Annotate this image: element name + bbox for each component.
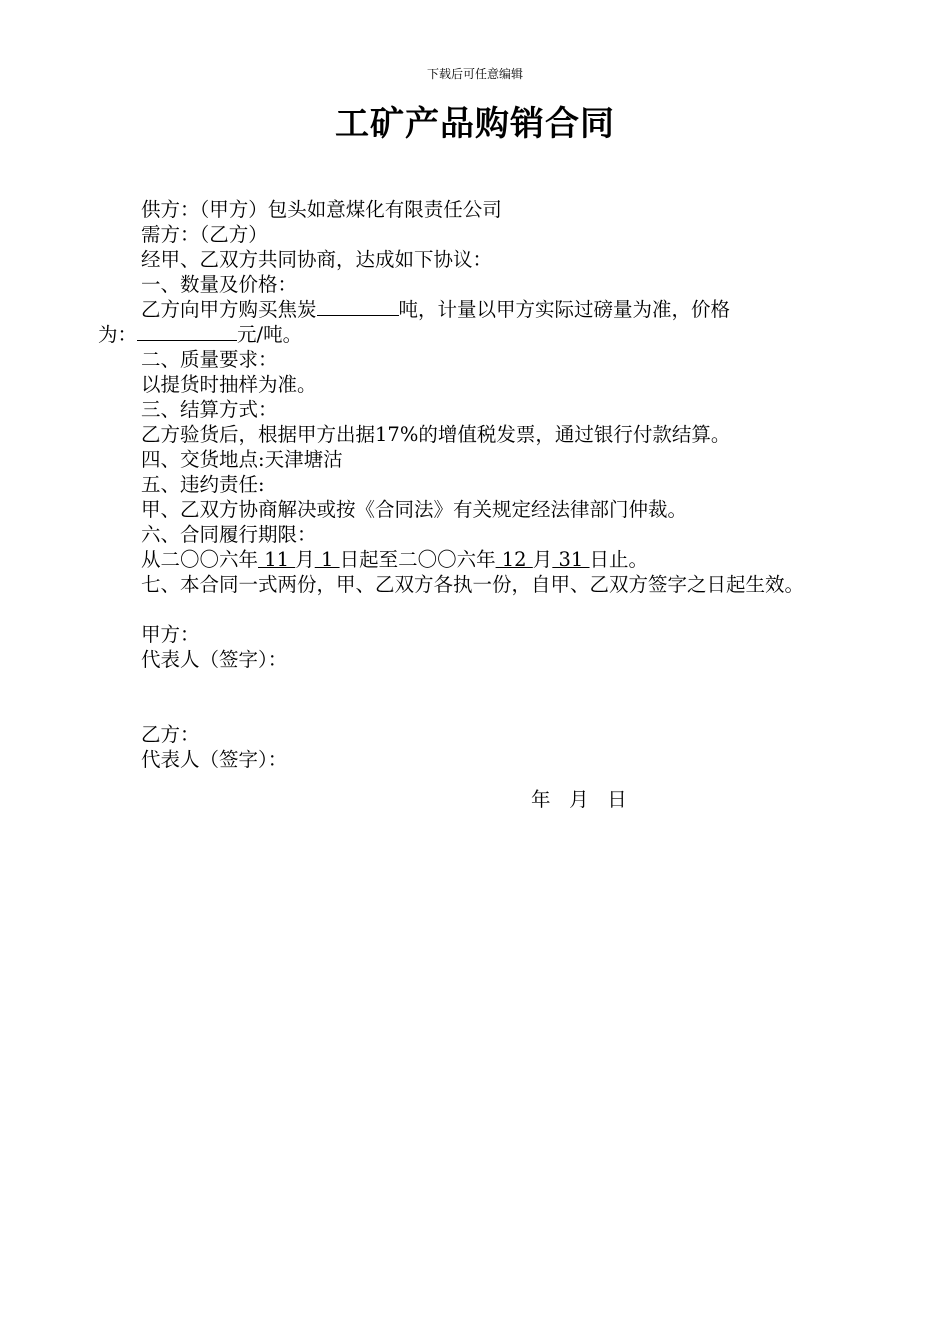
section-2-text: 以提货时抽样为准。 bbox=[141, 373, 317, 396]
contract-body bbox=[98, 197, 818, 812]
section-3-title: 三、结算方式： bbox=[141, 398, 278, 421]
section-5-text: 甲、乙双方协商解决或按《合同法》有关规定经法律部门仲裁。 bbox=[141, 498, 688, 521]
section-1-title: 一、数量及价格： bbox=[141, 273, 298, 296]
signing-date: 年 月 日 bbox=[531, 788, 627, 811]
term-end-month: 12 bbox=[495, 548, 533, 571]
section-1-text bbox=[98, 297, 818, 322]
party-a-signature: 代表人（签字）： bbox=[141, 648, 288, 671]
section-3-text: 乙方验货后，根据甲方出据17%的增值税发票，通过银行付款结算。 bbox=[141, 423, 731, 446]
section-2-title: 二、质量要求： bbox=[141, 348, 278, 371]
section-5-title: 五、违约责任: bbox=[141, 473, 265, 496]
spacer bbox=[98, 597, 818, 622]
section-7-text: 七、本合同一式两份，甲、乙双方各执一份，自甲、乙双方签字之日起生效。 bbox=[141, 573, 805, 596]
spacer bbox=[98, 672, 818, 722]
section-4-line: 四、交货地点:天津塘沽 bbox=[141, 448, 343, 471]
price-blank bbox=[137, 322, 237, 341]
section-1-text-a: 乙方向甲方购买焦炭 bbox=[141, 298, 317, 321]
term-part-3: 日起至二〇〇六年 bbox=[339, 548, 496, 571]
quantity-blank bbox=[317, 297, 399, 316]
party-b-label: 乙方： bbox=[141, 723, 200, 746]
party-b-signature: 代表人（签字）： bbox=[141, 748, 288, 771]
term-end-day: 31 bbox=[552, 548, 590, 571]
term-part-4: 月 bbox=[532, 548, 553, 571]
term-line bbox=[98, 547, 818, 572]
intro-line: 经甲、乙双方共同协商，达成如下协议： bbox=[141, 248, 493, 271]
party-a-label: 甲方： bbox=[141, 623, 200, 646]
supplier-line: 供方：（甲方）包头如意煤化有限责任公司 bbox=[141, 198, 502, 221]
section-1-text-d: 元/吨。 bbox=[237, 323, 303, 346]
section-1-text-cont bbox=[98, 322, 818, 347]
document-title: 工矿产品购销合同 bbox=[335, 104, 615, 144]
term-start-day: 1 bbox=[314, 548, 340, 571]
term-part-5: 日止。 bbox=[589, 548, 649, 571]
header-note: 下载后可任意编辑 bbox=[426, 67, 523, 81]
section-1-text-c: 为： bbox=[98, 323, 138, 346]
section-1-text-b: 吨，计量以甲方实际过磅量为准，价格 bbox=[398, 298, 731, 321]
term-part-1: 从二〇〇六年 bbox=[141, 548, 259, 571]
term-start-month: 11 bbox=[258, 548, 296, 571]
term-part-2: 月 bbox=[295, 548, 315, 571]
spacer bbox=[98, 772, 818, 787]
section-6-title: 六、合同履行期限： bbox=[141, 523, 317, 546]
buyer-line: 需方：（乙方） bbox=[141, 223, 268, 246]
